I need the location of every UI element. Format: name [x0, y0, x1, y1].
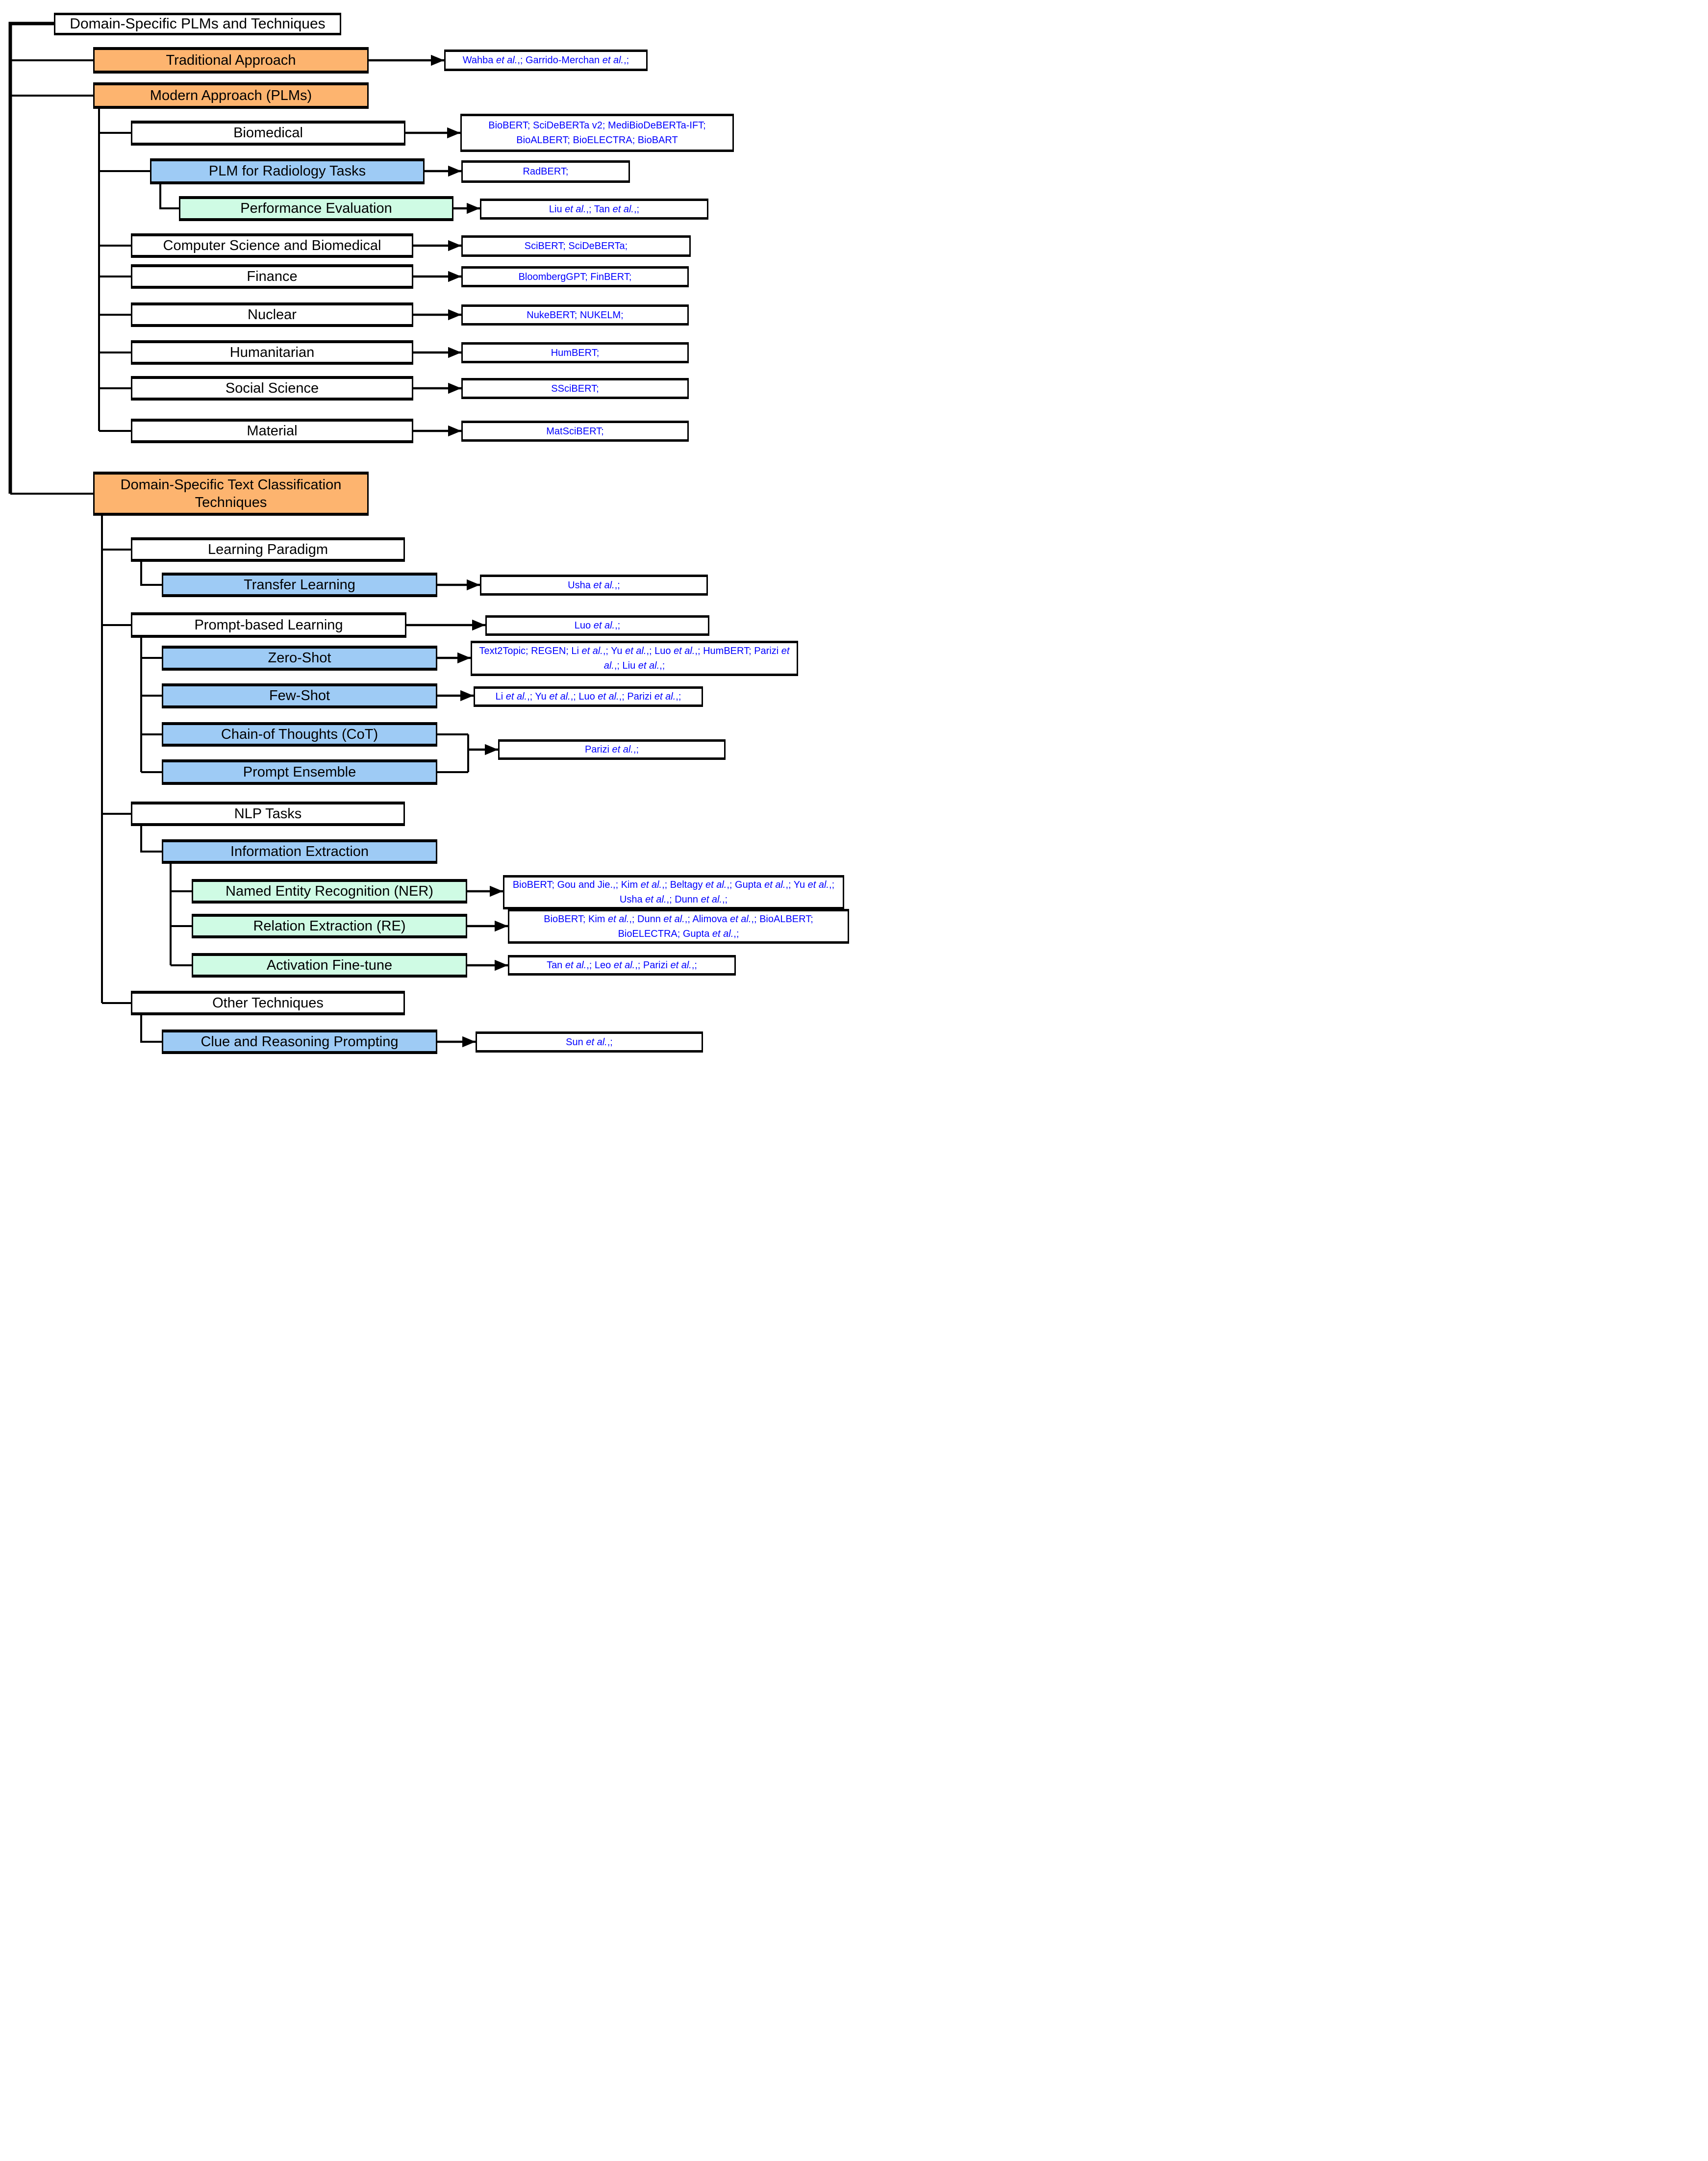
node-transfer-learning: [162, 573, 437, 597]
node-clue-and-reasoning-prompting: [162, 1030, 437, 1054]
node-label: Clue and Reasoning Prompting: [201, 1033, 399, 1050]
node-label: Humanitarian: [229, 344, 315, 360]
citation-text: Wahba et al.,; Garrido-Merchan et al.,;: [462, 55, 629, 66]
node-label: Relation Extraction (RE): [253, 918, 406, 934]
node-domain-specific-text-classification-techniques: [93, 472, 369, 516]
citation-text: Liu et al.,; Tan et al.,;: [549, 203, 640, 215]
citation-text: Luo et al.,;: [574, 620, 621, 631]
node-social-science: [131, 376, 413, 401]
citation-text: BioBERT; SciDeBERTa v2; MediBioDeBERTa-IFT; BioALBERT; BioELECTRA; BioBART: [488, 120, 706, 146]
node-nuclear: [131, 302, 413, 327]
citations-named-entity-recognition: [503, 875, 844, 909]
citation-text: BioBERT; Kim et al.,; Dunn et al.,; Alimova et al.,; BioALBERT; BioELECTRA; Gupta et al.,;: [544, 913, 813, 939]
citation-text: NukeBERT; NUKELM;: [527, 309, 624, 321]
node-plm-for-radiology-tasks: [150, 158, 425, 184]
node-finance: [131, 264, 413, 289]
node-label: Information Extraction: [230, 843, 369, 859]
node-label: PLM for Radiology Tasks: [208, 163, 366, 179]
node-biomedical: [131, 121, 405, 146]
node-named-entity-recognition-ner: [192, 879, 467, 904]
citations-plm-for-radiology-tasks: [461, 160, 630, 183]
node-label: Finance: [247, 268, 298, 284]
node-prompt-based-learning: [131, 612, 406, 638]
node-label: Learning Paradigm: [207, 541, 328, 557]
node-label: Performance Evaluation: [240, 201, 392, 217]
node-computer-science-and-biomedical: [131, 233, 413, 258]
node-label: Chain-of Thoughts (CoT): [221, 726, 378, 742]
citations-cot-and-prompt-ensemble: [498, 739, 726, 760]
node-other-techniques: [131, 991, 405, 1015]
citations-finance: [461, 266, 689, 287]
citations-activation-fine-tune: [508, 955, 736, 976]
node-label: Domain-Specific PLMs and Techniques: [70, 16, 326, 32]
node-prompt-ensemble: [162, 759, 437, 785]
citations-clue-and-reasoning-prompting: [476, 1031, 703, 1053]
citation-text: Parizi et al.,;: [584, 744, 639, 755]
node-label: Material: [247, 423, 298, 439]
node-performance-evaluation: [179, 196, 453, 221]
node-zero-shot: [162, 646, 437, 671]
citations-traditional-approach: [444, 50, 648, 71]
citation-text: Usha et al.,;: [568, 579, 620, 591]
citation-text: MatSciBERT;: [546, 426, 604, 437]
citations-computer-science-and-biomedical: [461, 235, 691, 257]
citation-text: HumBERT;: [551, 347, 600, 358]
node-relation-extraction-re: [192, 914, 467, 938]
node-label: Other Techniques: [212, 995, 324, 1011]
node-information-extraction: [162, 839, 437, 864]
node-label: Transfer Learning: [244, 577, 355, 593]
citation-text: BioBERT; Gou and Jie.,; Kim et al.,; Beltagy et al.,; Gupta et al.,; Yu et al.,; Usha et al.,; Dunn et al.,;: [512, 879, 835, 905]
node-activation-fine-tune: [192, 953, 467, 978]
citation-text: Text2Topic; REGEN; Li et al.,; Yu et al.,; Luo et al.,; HumBERT; Parizi et al.,; Liu et al.,;: [479, 646, 790, 671]
citations-nuclear: [461, 304, 689, 326]
node-label: Few-Shot: [269, 688, 330, 704]
node-label: Modern Approach (PLMs): [150, 87, 312, 103]
trunk-line: [10, 24, 54, 494]
node-label: Traditional Approach: [166, 52, 296, 68]
node-label: Prompt-based Learning: [194, 617, 343, 633]
citations-prompt-based-learning: [485, 615, 709, 636]
node-domain-specific-plms-and-techniques: [54, 13, 341, 35]
branch-information-extraction: [141, 826, 162, 852]
citations-performance-evaluation: [480, 199, 708, 220]
node-humanitarian: [131, 340, 413, 365]
node-label: Computer Science and Biomedical: [163, 237, 381, 253]
node-label: Biomedical: [233, 125, 303, 141]
node-label: Named Entity Recognition (NER): [226, 883, 433, 899]
node-label: Activation Fine-tune: [266, 957, 393, 973]
node-label: Domain-Specific Text Classification Techniques: [120, 477, 342, 510]
node-label: Zero-Shot: [268, 650, 331, 666]
citations-material: [461, 421, 689, 442]
citation-text: SSciBERT;: [551, 383, 599, 394]
citations-relation-extraction: [508, 909, 849, 944]
taxonomy-diagram: [0, 0, 854, 1080]
node-label: Social Science: [225, 380, 319, 396]
node-nlp-tasks: [131, 802, 405, 826]
citations-few-shot: [474, 686, 703, 707]
node-learning-paradigm: [131, 537, 405, 562]
node-label: Nuclear: [248, 306, 297, 323]
node-label: NLP Tasks: [234, 805, 302, 822]
citation-text: RadBERT;: [523, 166, 569, 177]
node-modern-approach-plms: [93, 82, 369, 109]
citations-social-science: [461, 378, 689, 399]
node-label: Prompt Ensemble: [243, 764, 356, 780]
node-material: [131, 419, 413, 443]
node-chain-of-thoughts-cot: [162, 722, 437, 747]
node-traditional-approach: [93, 47, 369, 74]
citation-text: Li et al.,; Yu et al.,; Luo et al.,; Parizi et al.,;: [495, 691, 681, 702]
citations-transfer-learning: [480, 575, 708, 596]
branch-clue-reasoning: [141, 1015, 162, 1042]
citation-text: Tan et al.,; Leo et al.,; Parizi et al.,;: [547, 960, 697, 971]
citations-humanitarian: [461, 342, 689, 363]
citations-zero-shot: [471, 641, 798, 676]
citation-text: SciBERT; SciDeBERTa;: [524, 241, 628, 251]
citations-biomedical: [460, 114, 734, 152]
branch-performance-evaluation: [160, 184, 179, 208]
bracket-cot-ensemble: [437, 734, 468, 772]
node-few-shot: [162, 683, 437, 708]
branch-transfer-learning: [141, 562, 162, 585]
citation-text: Sun et al.,;: [566, 1036, 613, 1048]
citation-text: BloombergGPT; FinBERT;: [518, 271, 632, 282]
